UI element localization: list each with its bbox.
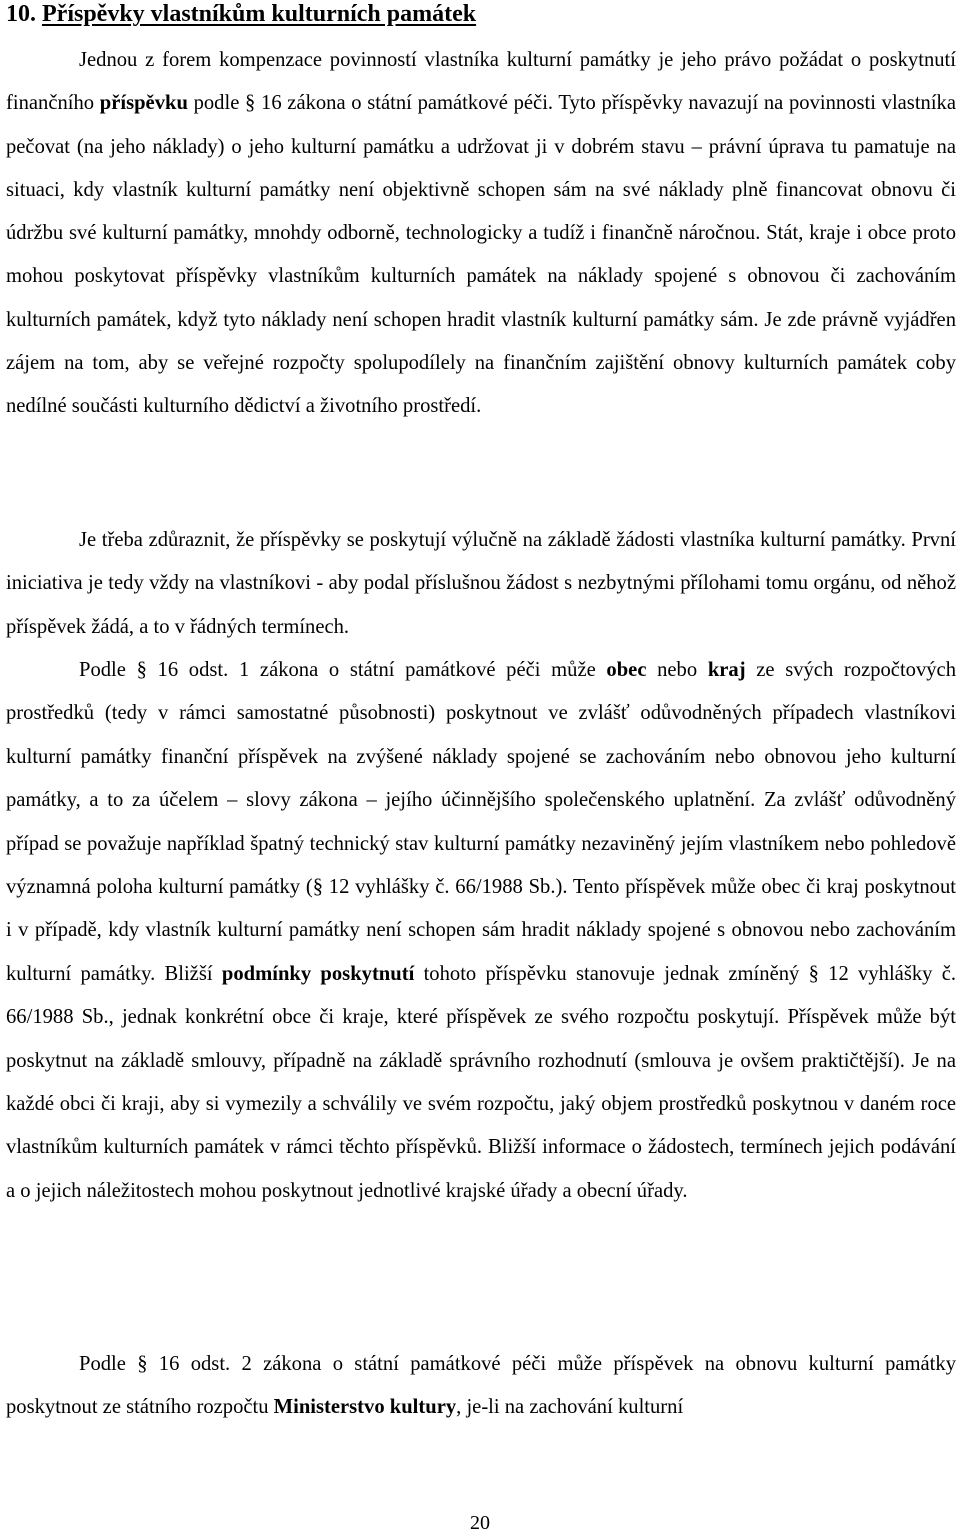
- text-run: Je třeba zdůraznit, že příspěvky se poskytují výlučně na základě žádosti vlastníka kulturní památky. První iniciativa je tedy vždy na vlastníkovi - aby podal příslušnou žádost s nezbytnými přílohami tomu orgánu, od něhož příspěvek žádá, a to v řádných termínech.: [6, 529, 956, 638]
- text-run: , je-li na zachování kulturní: [456, 1396, 684, 1419]
- paragraph-3: [6, 649, 956, 1213]
- paragraph-1: [6, 39, 956, 429]
- bold-run: obec: [606, 659, 647, 681]
- text-run: nebo: [646, 659, 708, 681]
- page-number: 20: [470, 1512, 490, 1534]
- section-heading: [6, 0, 476, 29]
- text-run: Podle § 16 odst. 2 zákona o státní památkové péči může příspěvek na obnovu kulturní památky poskytnout ze státního rozpočtu: [6, 1353, 956, 1419]
- paragraph-4: [6, 1343, 956, 1430]
- paragraph-2: [6, 519, 956, 649]
- section-number: 10.: [6, 1, 36, 27]
- bold-run: příspěvku: [99, 92, 188, 115]
- text-run: podle § 16 zákona o státní památkové péči. Tyto příspěvky navazují na povinnosti vlastníka pečovat (na jeho náklady) o jeho kulturní památku a udržovat ji v dobrém stavu – právní úprava tu pamatuje na situaci, kdy vlastník kulturní památky není objektivně schopen sám na své náklady plně financovat obnovu či údržbu své kulturní památky, mnohdy odborně, technologicky a tudíž i finančně náročnou. Stát, kraje i obce proto mohou poskytovat příspěvky vlastníkům kulturních památek na náklady spojené s obnovou či zachováním kulturních památek, když tyto náklady není schopen hradit vlastník kulturní památky sám. Je zde právně vyjádřen zájem na tom, aby se veřejné rozpočty spolupodílely na finančním zajištění obnovy kulturních památek coby nedílné součásti kulturního dědictví a životního prostředí.: [6, 92, 956, 418]
- text-run: ze svých rozpočtových prostředků (tedy v rámci samostatné působnosti) poskytnout ve zvlášť odůvodněných případech vlastníkovi kulturní památky finanční příspěvek na zvýšené náklady spojené se zachováním nebo obnovou jeho kulturní památky, a to za účelem – slovy zákona – jejího účinnějšího společenského uplatnění. Za zvlášť odůvodněný případ se považuje například špatný technický stav kulturní památky nezaviněný jejím vlastníkem nebo pohledově významná poloha kulturní památky (§ 12 vyhlášky č. 66/1988 Sb.). Tento příspěvek může obec či kraj poskytnout i v případě, kdy vlastník kulturní památky není schopen sám hradit náklady spojené s obnovou nebo zachováním kulturní památky. Bližší: [6, 659, 956, 985]
- text-run: Jednou z forem kompenzace povinností vlastníka kulturní památky je jeho právo požádat o poskytnutí finančního: [6, 49, 956, 115]
- bold-run: kraj: [707, 659, 746, 681]
- section-title: Příspěvky vlastníkům kulturních památek: [42, 1, 477, 27]
- bold-run: podmínky poskytnutí: [221, 962, 415, 985]
- bold-run: Ministerstvo kultury: [273, 1396, 457, 1419]
- text-run: Podle § 16 odst. 1 zákona o státní památkové péči může: [79, 659, 607, 681]
- text-run: tohoto příspěvku stanovuje jednak zmíněný § 12 vyhlášky č. 66/1988 Sb., jednak konkrétní obce či kraje, které příspěvek ze svého rozpočtu poskytují. Příspěvek může být poskytnut na základě smlouvy, případně na základě správního rozhodnutí (smlouva je ovšem praktičtější). Je na každé obci či kraji, aby si vymezily a schválily ve svém rozpočtu, jaký objem prostředků poskytnou v daném roce vlastníkům kulturních památek v rámci těchto příspěvků. Bližší informace o žádostech, termínech jejich podávání a o jejich náležitostech mohou poskytnout jednotlivé krajské úřady a obecní úřady.: [6, 962, 956, 1202]
